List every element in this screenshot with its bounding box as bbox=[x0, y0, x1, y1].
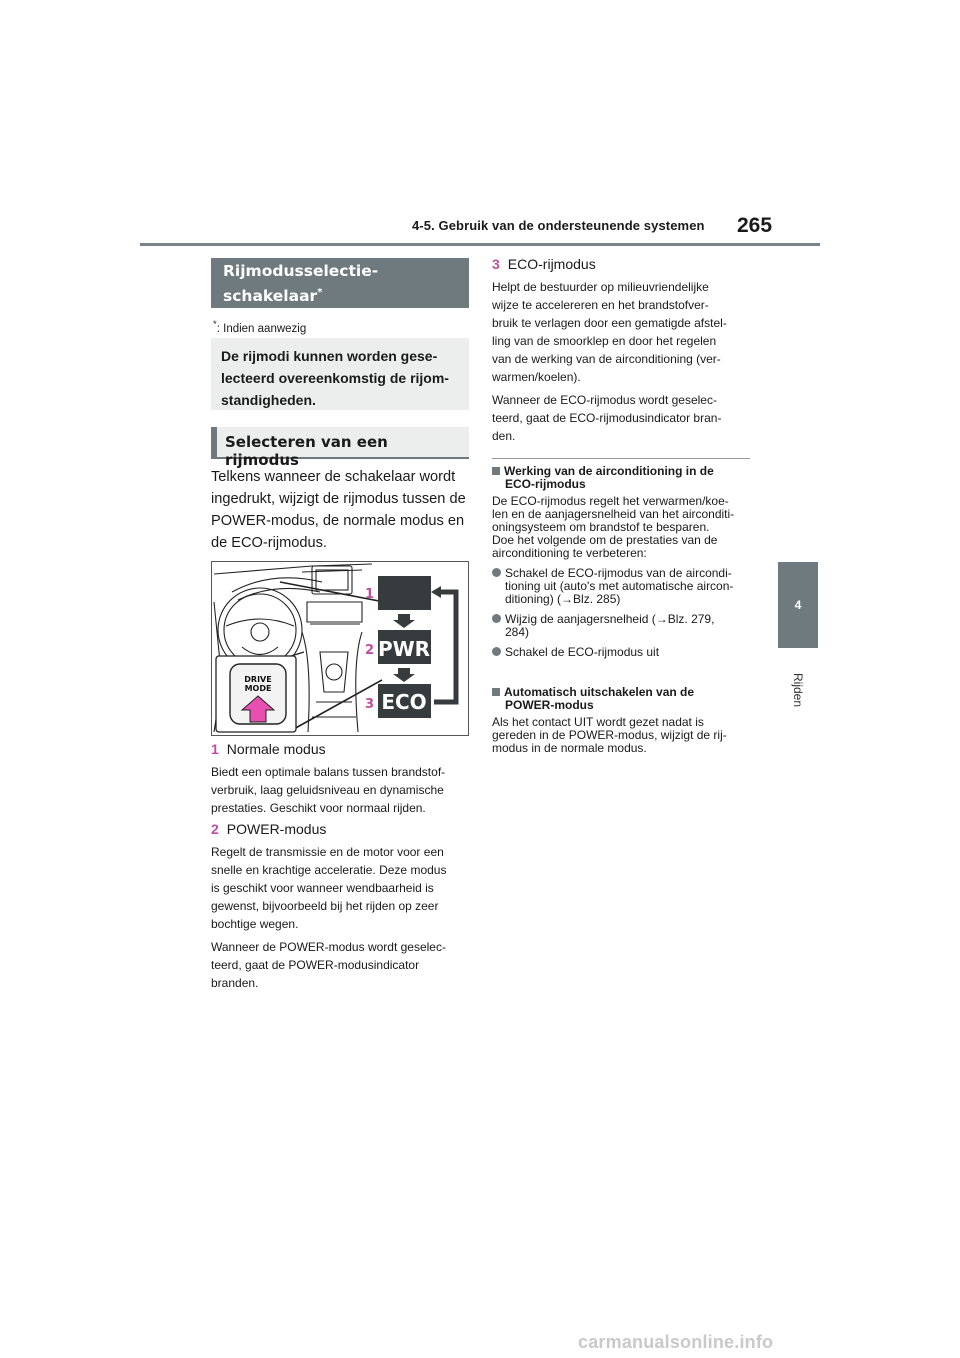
label-3: 3 bbox=[365, 697, 375, 712]
down-arrow-icon bbox=[393, 668, 415, 682]
section-title: 4-5. Gebruik van de ondersteunende systemen bbox=[412, 218, 705, 233]
dashboard-drawing bbox=[212, 562, 468, 735]
header-rule bbox=[140, 243, 820, 246]
drive-mode-line1: DRIVE bbox=[244, 675, 272, 684]
normal-mode-indicator bbox=[378, 576, 431, 610]
item-title: 2 POWER-modus bbox=[211, 821, 327, 837]
footnote: *: Indien aanwezig bbox=[213, 319, 307, 335]
down-arrow-icon bbox=[393, 614, 415, 628]
intro-box: De rijmodi kunnen worden gese- lecteerd overeenkomstig de rijom- standigheden. bbox=[211, 338, 469, 410]
list-item: Schakel de ECO-rijmodus uit bbox=[492, 646, 754, 659]
item-note: Wanneer de ECO-rijmodus wordt geselec- teerd, gaat de ECO-rijmodusindicator bran- den. bbox=[492, 393, 722, 443]
square-bullet-icon bbox=[492, 467, 500, 475]
item-power-mode bbox=[211, 821, 473, 992]
list-item: Schakel de ECO-rijmodus van de aircondi- tioning uit (auto's met automatische aircon- ditioning) (→Blz. 285) bbox=[492, 567, 754, 606]
dashboard-illustration bbox=[211, 561, 469, 736]
item-description: Biedt een optimale balans tussen brandstof- verbruik, laag geluidsniveau en dynamische prestaties. Geschikt voor normaal rijden. bbox=[211, 765, 446, 815]
section-divider bbox=[492, 458, 750, 459]
bullet-icon bbox=[492, 647, 501, 656]
pwr-label: PWR bbox=[377, 637, 431, 661]
feature-title: Rijmodusselectie- schakelaar* bbox=[211, 258, 469, 308]
page-number: 265 bbox=[737, 214, 773, 237]
square-bullet-icon bbox=[492, 688, 500, 696]
auto-section-body: Als het contact UIT wordt gezet nadat is gereden in de POWER-modus, wijzigt de rij- modus in de normale modus. bbox=[492, 715, 727, 755]
ac-section-body: De ECO-rijmodus regelt het verwarmen/koe- len en de aanjagersnelheid van het airconditi- oningsysteem om brandstof te besparen. Doe het volgende om de prestaties van de airconditioning te verbeteren: bbox=[492, 494, 735, 560]
label-2: 2 bbox=[365, 643, 375, 658]
bullet-icon bbox=[492, 568, 501, 577]
label-1: 1 bbox=[365, 587, 375, 602]
item-description: Regelt de transmissie en de motor voor een snelle en krachtige acceleratie. Deze modus is geschikt voor wanneer wendbaarheid is gewenst, bijvoorbeeld bij het rijden op zeer bochtige wegen. bbox=[211, 845, 447, 931]
chapter-label: Rijden bbox=[791, 672, 805, 708]
watermark: carmanualsonline.info bbox=[578, 1332, 774, 1352]
auto-section-heading: Automatisch uitschakelen van de POWER-modus bbox=[492, 686, 754, 712]
item-title: 1 Normale modus bbox=[211, 741, 326, 757]
item-title: 3 ECO-rijmodus bbox=[492, 256, 596, 272]
auto-section bbox=[492, 686, 754, 755]
eco-label: ECO bbox=[381, 690, 427, 714]
item-eco-mode bbox=[492, 256, 754, 445]
subheading: Selecteren van een rijmodus bbox=[211, 427, 469, 459]
ac-section-heading: Werking van de airconditioning in de ECO-rijmodus bbox=[492, 465, 754, 491]
item-description: Helpt de bestuurder op milieuvriendelijke wijze te accelereren en het brandstofver- bruik te verlagen door een gematigde afstel- ling van de smoorklep en door het regelen van de werking van de airconditioning (ver- warmen/koelen). bbox=[492, 280, 727, 384]
chapter-tab[interactable] bbox=[778, 562, 818, 648]
ac-section bbox=[492, 465, 754, 659]
item-normal-mode bbox=[211, 741, 473, 817]
item-note: Wanneer de POWER-modus wordt geselec- teerd, gaat de POWER-modusindicator branden. bbox=[211, 940, 446, 990]
drive-mode-line2: MODE bbox=[244, 684, 272, 693]
footnote-marker: * bbox=[317, 287, 323, 298]
return-arrow-icon bbox=[431, 586, 441, 598]
lead-text: Telkens wanneer de schakelaar wordt ingedrukt, wijzigt de rijmodus tussen de POWER-modus, de normale modus en de ECO-rijmodus. bbox=[211, 469, 466, 551]
bullet-icon bbox=[492, 614, 501, 623]
list-item: Wijzig de aanjagersnelheid (→Blz. 279, 284) bbox=[492, 613, 754, 639]
chapter-number: 4 bbox=[794, 598, 802, 612]
